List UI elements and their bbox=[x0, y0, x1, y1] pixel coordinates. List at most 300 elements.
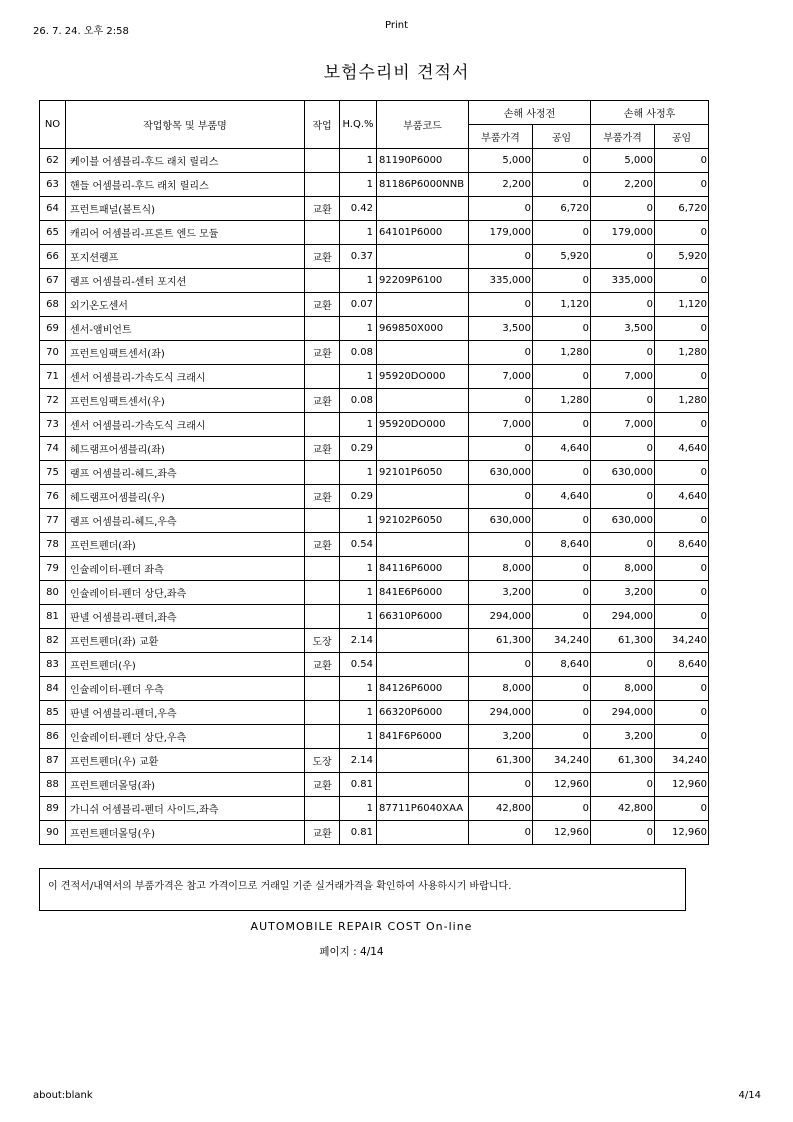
row-item-name: 프런트임팩트센서(우) bbox=[66, 389, 305, 413]
row-item-name: 케이블 어셈블리-후드 래치 릴리스 bbox=[66, 149, 305, 173]
row-before-labor: 0 bbox=[533, 509, 591, 533]
table-row bbox=[40, 413, 709, 437]
row-part-code bbox=[377, 773, 469, 797]
row-work-type: 교환 bbox=[305, 437, 340, 461]
row-no: 64 bbox=[40, 197, 66, 221]
header-no: NO bbox=[40, 101, 66, 149]
row-after-labor: 12,960 bbox=[655, 773, 709, 797]
row-after-part-price: 0 bbox=[591, 389, 655, 413]
row-after-part-price: 2,200 bbox=[591, 173, 655, 197]
row-before-labor: 0 bbox=[533, 221, 591, 245]
table-row bbox=[40, 269, 709, 293]
row-part-code bbox=[377, 389, 469, 413]
row-before-labor: 12,960 bbox=[533, 773, 591, 797]
row-work-type: 교환 bbox=[305, 653, 340, 677]
row-work-type bbox=[305, 725, 340, 749]
row-no: 90 bbox=[40, 821, 66, 845]
row-before-labor: 0 bbox=[533, 269, 591, 293]
row-no: 80 bbox=[40, 581, 66, 605]
row-item-name: 램프 어셈블리-헤드,좌측 bbox=[66, 461, 305, 485]
row-item-name: 헤드램프어셈블리(좌) bbox=[66, 437, 305, 461]
row-before-part-price: 0 bbox=[469, 341, 533, 365]
row-before-part-price: 0 bbox=[469, 653, 533, 677]
row-after-labor: 4,640 bbox=[655, 485, 709, 509]
row-no: 84 bbox=[40, 677, 66, 701]
row-before-labor: 8,640 bbox=[533, 533, 591, 557]
row-work-type bbox=[305, 797, 340, 821]
row-item-name: 프런트펜더(좌) bbox=[66, 533, 305, 557]
header-work: 작업 bbox=[305, 101, 340, 149]
row-part-code bbox=[377, 533, 469, 557]
row-after-part-price: 0 bbox=[591, 821, 655, 845]
row-hq: 1 bbox=[340, 725, 377, 749]
row-hq: 1 bbox=[340, 317, 377, 341]
table-row bbox=[40, 701, 709, 725]
row-work-type bbox=[305, 461, 340, 485]
row-no: 70 bbox=[40, 341, 66, 365]
row-item-name: 헤드램프어셈블리(우) bbox=[66, 485, 305, 509]
table-row bbox=[40, 677, 709, 701]
row-part-code: 66310P6000 bbox=[377, 605, 469, 629]
row-after-part-price: 7,000 bbox=[591, 413, 655, 437]
table-row bbox=[40, 821, 709, 845]
row-no: 65 bbox=[40, 221, 66, 245]
row-work-type bbox=[305, 605, 340, 629]
row-after-labor: 0 bbox=[655, 413, 709, 437]
row-before-labor: 0 bbox=[533, 365, 591, 389]
row-hq: 0.29 bbox=[340, 437, 377, 461]
row-after-part-price: 5,000 bbox=[591, 149, 655, 173]
row-item-name: 프런트펜더(좌) 교환 bbox=[66, 629, 305, 653]
row-after-labor: 0 bbox=[655, 701, 709, 725]
row-no: 76 bbox=[40, 485, 66, 509]
table-row bbox=[40, 557, 709, 581]
row-item-name: 인슐레이터-펜더 상단,좌측 bbox=[66, 581, 305, 605]
table-row bbox=[40, 197, 709, 221]
row-before-part-price: 0 bbox=[469, 245, 533, 269]
row-no: 85 bbox=[40, 701, 66, 725]
row-before-part-price: 42,800 bbox=[469, 797, 533, 821]
header-hq: H.Q.% bbox=[340, 101, 377, 149]
row-before-part-price: 61,300 bbox=[469, 749, 533, 773]
row-part-code bbox=[377, 341, 469, 365]
row-before-labor: 0 bbox=[533, 581, 591, 605]
table-row bbox=[40, 533, 709, 557]
row-before-labor: 1,280 bbox=[533, 389, 591, 413]
row-part-code: 92102P6050 bbox=[377, 509, 469, 533]
row-after-labor: 1,280 bbox=[655, 389, 709, 413]
row-part-code: 841E6P6000 bbox=[377, 581, 469, 605]
row-after-labor: 8,640 bbox=[655, 653, 709, 677]
row-before-labor: 34,240 bbox=[533, 749, 591, 773]
row-before-labor: 0 bbox=[533, 797, 591, 821]
footer-page-number: 4/14 bbox=[738, 1090, 761, 1101]
header-after-part-price: 부품가격 bbox=[591, 125, 655, 149]
row-before-part-price: 0 bbox=[469, 197, 533, 221]
row-after-part-price: 294,000 bbox=[591, 605, 655, 629]
row-after-labor: 0 bbox=[655, 149, 709, 173]
row-hq: 0.54 bbox=[340, 533, 377, 557]
row-work-type: 교환 bbox=[305, 533, 340, 557]
row-after-part-price: 294,000 bbox=[591, 701, 655, 725]
header-after-labor: 공임 bbox=[655, 125, 709, 149]
row-no: 69 bbox=[40, 317, 66, 341]
row-after-labor: 0 bbox=[655, 173, 709, 197]
row-part-code bbox=[377, 653, 469, 677]
row-before-part-price: 630,000 bbox=[469, 509, 533, 533]
row-no: 83 bbox=[40, 653, 66, 677]
row-before-part-price: 2,200 bbox=[469, 173, 533, 197]
row-item-name: 센서 어셈블리-가속도식 크래시 bbox=[66, 413, 305, 437]
row-part-code bbox=[377, 197, 469, 221]
row-no: 87 bbox=[40, 749, 66, 773]
row-after-labor: 8,640 bbox=[655, 533, 709, 557]
row-before-labor: 1,120 bbox=[533, 293, 591, 317]
row-no: 71 bbox=[40, 365, 66, 389]
footer-url: about:blank bbox=[33, 1090, 93, 1101]
row-hq: 0.42 bbox=[340, 197, 377, 221]
row-item-name: 판넬 어셈블리-펜더,우측 bbox=[66, 701, 305, 725]
row-item-name: 판넬 어셈블리-펜더,좌측 bbox=[66, 605, 305, 629]
row-item-name: 프런트펜더몰딩(좌) bbox=[66, 773, 305, 797]
row-no: 62 bbox=[40, 149, 66, 173]
row-before-part-price: 0 bbox=[469, 389, 533, 413]
row-hq: 1 bbox=[340, 509, 377, 533]
row-no: 89 bbox=[40, 797, 66, 821]
table-row bbox=[40, 509, 709, 533]
row-before-labor: 0 bbox=[533, 461, 591, 485]
row-item-name: 인슐레이터-펜더 좌측 bbox=[66, 557, 305, 581]
row-hq: 1 bbox=[340, 149, 377, 173]
row-after-part-price: 0 bbox=[591, 341, 655, 365]
row-no: 75 bbox=[40, 461, 66, 485]
row-part-code bbox=[377, 293, 469, 317]
table-row bbox=[40, 317, 709, 341]
row-before-part-price: 335,000 bbox=[469, 269, 533, 293]
row-no: 88 bbox=[40, 773, 66, 797]
row-no: 68 bbox=[40, 293, 66, 317]
row-hq: 0.81 bbox=[340, 821, 377, 845]
row-after-labor: 6,720 bbox=[655, 197, 709, 221]
row-item-name: 프런트임팩트센서(좌) bbox=[66, 341, 305, 365]
page-indicator: 페이지 : 4/14 bbox=[319, 946, 384, 958]
footer-title: AUTOMOBILE REPAIR COST On-line bbox=[250, 920, 473, 933]
table-row bbox=[40, 629, 709, 653]
row-part-code: 81186P6000NNB bbox=[377, 173, 469, 197]
row-hq: 1 bbox=[340, 677, 377, 701]
row-part-code bbox=[377, 437, 469, 461]
row-work-type bbox=[305, 509, 340, 533]
row-after-part-price: 8,000 bbox=[591, 557, 655, 581]
row-before-part-price: 7,000 bbox=[469, 365, 533, 389]
row-no: 72 bbox=[40, 389, 66, 413]
table-row bbox=[40, 149, 709, 173]
row-before-part-price: 5,000 bbox=[469, 149, 533, 173]
header-before-part-price: 부품가격 bbox=[469, 125, 533, 149]
row-part-code bbox=[377, 821, 469, 845]
row-before-labor: 4,640 bbox=[533, 437, 591, 461]
row-before-part-price: 294,000 bbox=[469, 605, 533, 629]
row-after-labor: 5,920 bbox=[655, 245, 709, 269]
row-after-part-price: 3,200 bbox=[591, 725, 655, 749]
row-item-name: 센서-앰비언트 bbox=[66, 317, 305, 341]
row-after-part-price: 0 bbox=[591, 437, 655, 461]
row-after-labor: 0 bbox=[655, 461, 709, 485]
row-hq: 1 bbox=[340, 221, 377, 245]
row-before-labor: 0 bbox=[533, 557, 591, 581]
row-before-part-price: 0 bbox=[469, 437, 533, 461]
row-item-name: 램프 어셈블리-센터 포지션 bbox=[66, 269, 305, 293]
row-hq: 1 bbox=[340, 365, 377, 389]
row-after-part-price: 61,300 bbox=[591, 629, 655, 653]
row-hq: 1 bbox=[340, 461, 377, 485]
row-part-code: 95920DO000 bbox=[377, 365, 469, 389]
row-no: 73 bbox=[40, 413, 66, 437]
row-item-name: 프런트펜더몰딩(우) bbox=[66, 821, 305, 845]
row-after-labor: 0 bbox=[655, 221, 709, 245]
row-hq: 0.08 bbox=[340, 389, 377, 413]
row-part-code bbox=[377, 629, 469, 653]
row-before-part-price: 7,000 bbox=[469, 413, 533, 437]
row-hq: 2.14 bbox=[340, 629, 377, 653]
row-after-labor: 0 bbox=[655, 509, 709, 533]
row-item-name: 램프 어셈블리-헤드,우측 bbox=[66, 509, 305, 533]
row-before-part-price: 0 bbox=[469, 485, 533, 509]
row-work-type: 도장 bbox=[305, 629, 340, 653]
table-row bbox=[40, 341, 709, 365]
row-part-code: 95920DO000 bbox=[377, 413, 469, 437]
row-hq: 0.08 bbox=[340, 341, 377, 365]
row-part-code: 81190P6000 bbox=[377, 149, 469, 173]
row-no: 79 bbox=[40, 557, 66, 581]
row-before-part-price: 8,000 bbox=[469, 677, 533, 701]
header-item: 작업항목 및 부품명 bbox=[66, 101, 305, 149]
row-before-part-price: 3,500 bbox=[469, 317, 533, 341]
table-body bbox=[40, 149, 709, 845]
row-hq: 1 bbox=[340, 605, 377, 629]
row-after-part-price: 0 bbox=[591, 245, 655, 269]
table-row bbox=[40, 221, 709, 245]
row-hq: 2.14 bbox=[340, 749, 377, 773]
table-row bbox=[40, 293, 709, 317]
table-row bbox=[40, 749, 709, 773]
row-work-type: 교환 bbox=[305, 293, 340, 317]
row-item-name: 외기온도센서 bbox=[66, 293, 305, 317]
row-before-part-price: 0 bbox=[469, 533, 533, 557]
row-before-labor: 0 bbox=[533, 677, 591, 701]
row-before-labor: 0 bbox=[533, 701, 591, 725]
row-after-labor: 4,640 bbox=[655, 437, 709, 461]
row-part-code: 84126P6000 bbox=[377, 677, 469, 701]
table-row bbox=[40, 725, 709, 749]
row-after-part-price: 0 bbox=[591, 293, 655, 317]
row-item-name: 프런트펜더(우) bbox=[66, 653, 305, 677]
row-before-labor: 0 bbox=[533, 413, 591, 437]
row-after-labor: 34,240 bbox=[655, 749, 709, 773]
row-part-code: 87711P6040XAA bbox=[377, 797, 469, 821]
row-part-code bbox=[377, 749, 469, 773]
row-part-code: 92101P6050 bbox=[377, 461, 469, 485]
document-title: 보험수리비 견적서 bbox=[323, 63, 470, 83]
row-after-part-price: 0 bbox=[591, 197, 655, 221]
row-before-labor: 8,640 bbox=[533, 653, 591, 677]
row-no: 74 bbox=[40, 437, 66, 461]
table-row bbox=[40, 605, 709, 629]
row-before-part-price: 3,200 bbox=[469, 725, 533, 749]
row-after-part-price: 3,500 bbox=[591, 317, 655, 341]
row-before-labor: 0 bbox=[533, 605, 591, 629]
table-row bbox=[40, 485, 709, 509]
row-item-name: 인슐레이터-펜더 상단,우측 bbox=[66, 725, 305, 749]
row-before-labor: 5,920 bbox=[533, 245, 591, 269]
row-before-part-price: 61,300 bbox=[469, 629, 533, 653]
row-before-labor: 34,240 bbox=[533, 629, 591, 653]
row-hq: 0.37 bbox=[340, 245, 377, 269]
row-before-labor: 0 bbox=[533, 317, 591, 341]
row-part-code: 92209P6100 bbox=[377, 269, 469, 293]
row-part-code: 66320P6000 bbox=[377, 701, 469, 725]
row-before-part-price: 3,200 bbox=[469, 581, 533, 605]
header-after-group: 손해 사정후 bbox=[591, 101, 709, 125]
row-hq: 1 bbox=[340, 701, 377, 725]
row-part-code: 841F6P6000 bbox=[377, 725, 469, 749]
row-after-labor: 1,280 bbox=[655, 341, 709, 365]
row-after-part-price: 8,000 bbox=[591, 677, 655, 701]
table-row bbox=[40, 245, 709, 269]
row-after-labor: 0 bbox=[655, 365, 709, 389]
row-work-type: 교환 bbox=[305, 389, 340, 413]
estimate-table bbox=[39, 100, 709, 845]
table-row bbox=[40, 797, 709, 821]
row-before-part-price: 8,000 bbox=[469, 557, 533, 581]
row-work-type bbox=[305, 413, 340, 437]
table-row bbox=[40, 365, 709, 389]
header-code: 부품코드 bbox=[377, 101, 469, 149]
row-part-code: 84116P6000 bbox=[377, 557, 469, 581]
row-work-type bbox=[305, 269, 340, 293]
row-hq: 1 bbox=[340, 581, 377, 605]
row-part-code: 969850X000 bbox=[377, 317, 469, 341]
row-after-labor: 0 bbox=[655, 557, 709, 581]
row-work-type bbox=[305, 701, 340, 725]
row-after-part-price: 335,000 bbox=[591, 269, 655, 293]
row-no: 66 bbox=[40, 245, 66, 269]
row-no: 77 bbox=[40, 509, 66, 533]
row-before-part-price: 294,000 bbox=[469, 701, 533, 725]
row-after-labor: 0 bbox=[655, 725, 709, 749]
row-item-name: 인슐레이터-펜더 우측 bbox=[66, 677, 305, 701]
row-hq: 1 bbox=[340, 269, 377, 293]
row-after-part-price: 0 bbox=[591, 533, 655, 557]
row-item-name: 프런트패널(볼트식) bbox=[66, 197, 305, 221]
row-after-labor: 12,960 bbox=[655, 821, 709, 845]
row-after-part-price: 179,000 bbox=[591, 221, 655, 245]
row-hq: 1 bbox=[340, 413, 377, 437]
table-row bbox=[40, 581, 709, 605]
price-notice: 이 견적서/내역서의 부품가격은 참고 가격이므로 거래일 기준 실거래가격을 확인하여 사용하시기 바랍니다. bbox=[39, 868, 686, 911]
row-part-code bbox=[377, 245, 469, 269]
row-work-type bbox=[305, 677, 340, 701]
row-after-part-price: 0 bbox=[591, 773, 655, 797]
row-no: 82 bbox=[40, 629, 66, 653]
row-work-type bbox=[305, 221, 340, 245]
row-after-part-price: 0 bbox=[591, 485, 655, 509]
row-item-name: 가니쉬 어셈블리-펜더 사이드,좌측 bbox=[66, 797, 305, 821]
header-before-labor: 공임 bbox=[533, 125, 591, 149]
table-row bbox=[40, 773, 709, 797]
row-no: 78 bbox=[40, 533, 66, 557]
row-work-type bbox=[305, 581, 340, 605]
row-work-type: 도장 bbox=[305, 749, 340, 773]
row-work-type: 교환 bbox=[305, 773, 340, 797]
row-work-type: 교환 bbox=[305, 245, 340, 269]
row-work-type: 교환 bbox=[305, 821, 340, 845]
row-after-part-price: 7,000 bbox=[591, 365, 655, 389]
row-work-type bbox=[305, 149, 340, 173]
row-no: 63 bbox=[40, 173, 66, 197]
row-work-type bbox=[305, 557, 340, 581]
row-no: 81 bbox=[40, 605, 66, 629]
row-item-name: 포지션램프 bbox=[66, 245, 305, 269]
row-part-code bbox=[377, 485, 469, 509]
row-after-part-price: 0 bbox=[591, 653, 655, 677]
row-after-labor: 0 bbox=[655, 797, 709, 821]
row-part-code: 64101P6000 bbox=[377, 221, 469, 245]
table-row bbox=[40, 461, 709, 485]
row-after-part-price: 3,200 bbox=[591, 581, 655, 605]
row-before-labor: 0 bbox=[533, 149, 591, 173]
row-no: 86 bbox=[40, 725, 66, 749]
row-before-labor: 1,280 bbox=[533, 341, 591, 365]
row-before-labor: 6,720 bbox=[533, 197, 591, 221]
row-after-labor: 0 bbox=[655, 581, 709, 605]
row-before-part-price: 179,000 bbox=[469, 221, 533, 245]
table-row bbox=[40, 389, 709, 413]
table-row bbox=[40, 173, 709, 197]
row-item-name: 센서 어셈블리-가속도식 크래시 bbox=[66, 365, 305, 389]
row-after-labor: 0 bbox=[655, 317, 709, 341]
row-no: 67 bbox=[40, 269, 66, 293]
row-after-labor: 1,120 bbox=[655, 293, 709, 317]
row-work-type: 교환 bbox=[305, 341, 340, 365]
row-before-labor: 0 bbox=[533, 173, 591, 197]
row-before-labor: 0 bbox=[533, 725, 591, 749]
row-before-labor: 12,960 bbox=[533, 821, 591, 845]
row-after-labor: 0 bbox=[655, 677, 709, 701]
row-hq: 0.29 bbox=[340, 485, 377, 509]
row-after-labor: 0 bbox=[655, 605, 709, 629]
print-label: Print bbox=[384, 20, 408, 31]
row-work-type: 교환 bbox=[305, 197, 340, 221]
row-hq: 1 bbox=[340, 173, 377, 197]
row-work-type: 교환 bbox=[305, 485, 340, 509]
row-before-labor: 4,640 bbox=[533, 485, 591, 509]
row-hq: 1 bbox=[340, 557, 377, 581]
row-before-part-price: 630,000 bbox=[469, 461, 533, 485]
row-after-labor: 34,240 bbox=[655, 629, 709, 653]
row-work-type bbox=[305, 365, 340, 389]
row-work-type bbox=[305, 317, 340, 341]
row-after-part-price: 42,800 bbox=[591, 797, 655, 821]
row-before-part-price: 0 bbox=[469, 293, 533, 317]
row-after-part-price: 630,000 bbox=[591, 461, 655, 485]
table-header bbox=[40, 101, 709, 149]
row-before-part-price: 0 bbox=[469, 821, 533, 845]
row-hq: 1 bbox=[340, 797, 377, 821]
row-after-part-price: 630,000 bbox=[591, 509, 655, 533]
row-hq: 0.54 bbox=[340, 653, 377, 677]
row-work-type bbox=[305, 173, 340, 197]
